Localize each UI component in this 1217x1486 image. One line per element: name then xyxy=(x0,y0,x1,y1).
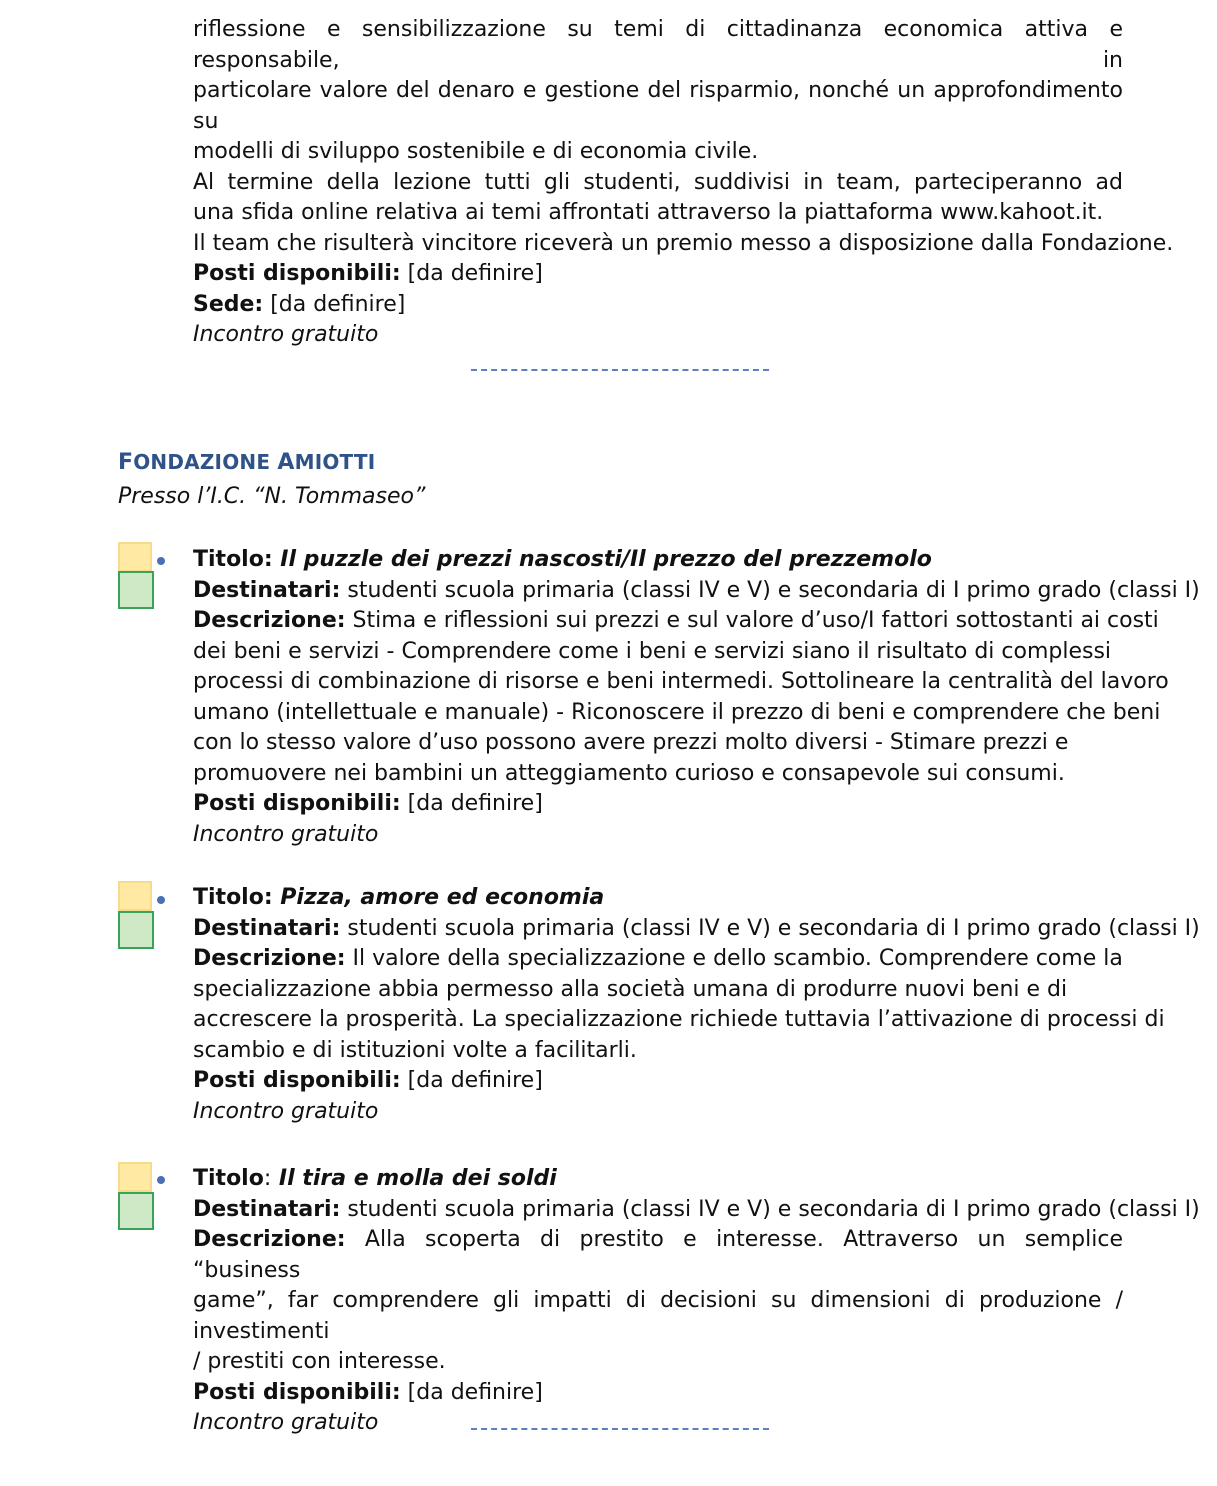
event-posti: Posti disponibili: [da definire] xyxy=(193,1068,543,1093)
section-divider xyxy=(471,369,769,371)
event-recipients: Destinatari: studenti scuola primaria (classi IV e V) e secondaria di I primo grado (classi I) xyxy=(193,915,1200,941)
intro-sede xyxy=(193,290,1123,321)
section-divider xyxy=(471,1428,769,1430)
event-description: Descrizione: Stima e riflessioni sui prezzi e sul valore d’uso/I fattori sottostanti ai costi xyxy=(193,608,1159,633)
intro-line: modelli di sviluppo sostenibile e di economia civile. xyxy=(193,139,759,164)
event-free: Incontro gratuito xyxy=(193,1410,379,1435)
highlight-marker xyxy=(118,542,152,572)
event-title: Titolo: Pizza, amore ed economia xyxy=(193,885,605,910)
desc-line: specializzazione abbia permesso alla società umana di produrre nuovi beni e di xyxy=(193,976,1068,1002)
event-recipients: Destinatari: studenti scuola primaria (classi IV e V) e secondaria di I primo grado (classi I) xyxy=(193,1196,1200,1222)
event-recipients: Destinatari: studenti scuola primaria (classi IV e V) e secondaria di I primo grado (classi I) xyxy=(193,577,1200,603)
checkbox-marker xyxy=(118,1192,154,1230)
sede-value: [da definire] xyxy=(263,291,406,317)
desc-line: con lo stesso valore d’uso possono avere prezzi molto diversi - Stimare prezzi e xyxy=(193,730,1069,755)
intro-line: riflessione e sensibilizzazione su temi di cittadinanza economica attiva e responsabile, in xyxy=(193,17,1123,73)
event-free: Incontro gratuito xyxy=(193,821,379,847)
intro-free: Incontro gratuito xyxy=(193,322,379,347)
event-item xyxy=(193,883,1200,1127)
intro-line: particolare valore del denaro e gestione del risparmio, nonché un approfondimento su xyxy=(193,78,1123,134)
desc-line: processi di combinazione di risorse e beni intermedi. Sottolineare la centralità del lavoro xyxy=(193,669,1169,694)
intro-posti xyxy=(193,259,1123,290)
desc-line: game”, far comprendere gli impatti di decisioni su dimensioni di produzione / investimenti xyxy=(193,1288,1123,1344)
event-description: Descrizione: Il valore della specializzazione e dello scambio. Comprendere come la xyxy=(193,946,1123,971)
desc-line: scambio e di istituzioni volte a facilitarli. xyxy=(193,1037,637,1063)
bullet-icon xyxy=(157,896,165,904)
event-description: Descrizione: Alla scoperta di prestito e interesse. Attraverso un semplice “business xyxy=(193,1227,1123,1283)
desc-line: umano (intellettuale e manuale) - Riconoscere il prezzo di beni e comprendere che beni xyxy=(193,699,1161,725)
bullet-icon xyxy=(157,557,165,565)
intro-line: Al termine della lezione tutti gli studenti, suddivisi in team, parteciperanno ad xyxy=(193,169,1123,195)
event-item xyxy=(193,545,1200,850)
event-title: Titolo: Il puzzle dei prezzi nascosti/Il prezzo del prezzemolo xyxy=(193,547,932,572)
event-posti: Posti disponibili: [da definire] xyxy=(193,791,543,816)
event-title: Titolo: Il tira e molla dei soldi xyxy=(193,1166,557,1191)
event-free: Incontro gratuito xyxy=(193,1098,379,1124)
section-title: FONDAZIONE AMIOTTI xyxy=(118,450,376,475)
highlight-marker xyxy=(118,1162,152,1192)
checkbox-marker xyxy=(118,571,154,609)
intro-line: una sfida online relativa ai temi affrontati attraverso la piattaforma www.kahoot.it. xyxy=(193,200,1104,225)
event-posti: Posti disponibili: [da definire] xyxy=(193,1379,543,1405)
section-venue: Presso l’I.C. “N. Tommaseo” xyxy=(118,484,426,509)
intro-winner: Il team che risulterà vincitore riceverà un premio messo a disposizione dalla Fondazione. xyxy=(193,230,1174,256)
desc-line: / prestiti con interesse. xyxy=(193,1349,446,1374)
posti-label: Posti disponibili: xyxy=(193,261,401,286)
event-item xyxy=(193,1164,1200,1439)
highlight-marker xyxy=(118,881,152,911)
checkbox-marker xyxy=(118,911,154,949)
desc-line: promuovere nei bambini un atteggiamento curioso e consapevole sui consumi. xyxy=(193,760,1065,786)
posti-value: [da definire] xyxy=(400,261,543,286)
bullet-icon xyxy=(157,1176,165,1184)
desc-line: dei beni e servizi - Comprendere come i beni e servizi siano il risultato di complessi xyxy=(193,638,1112,664)
sede-label: Sede: xyxy=(193,291,264,317)
desc-line: accrescere la prosperità. La specializzazione richiede tuttavia l’attivazione di processi di xyxy=(193,1007,1165,1032)
intro-block xyxy=(193,15,1174,351)
